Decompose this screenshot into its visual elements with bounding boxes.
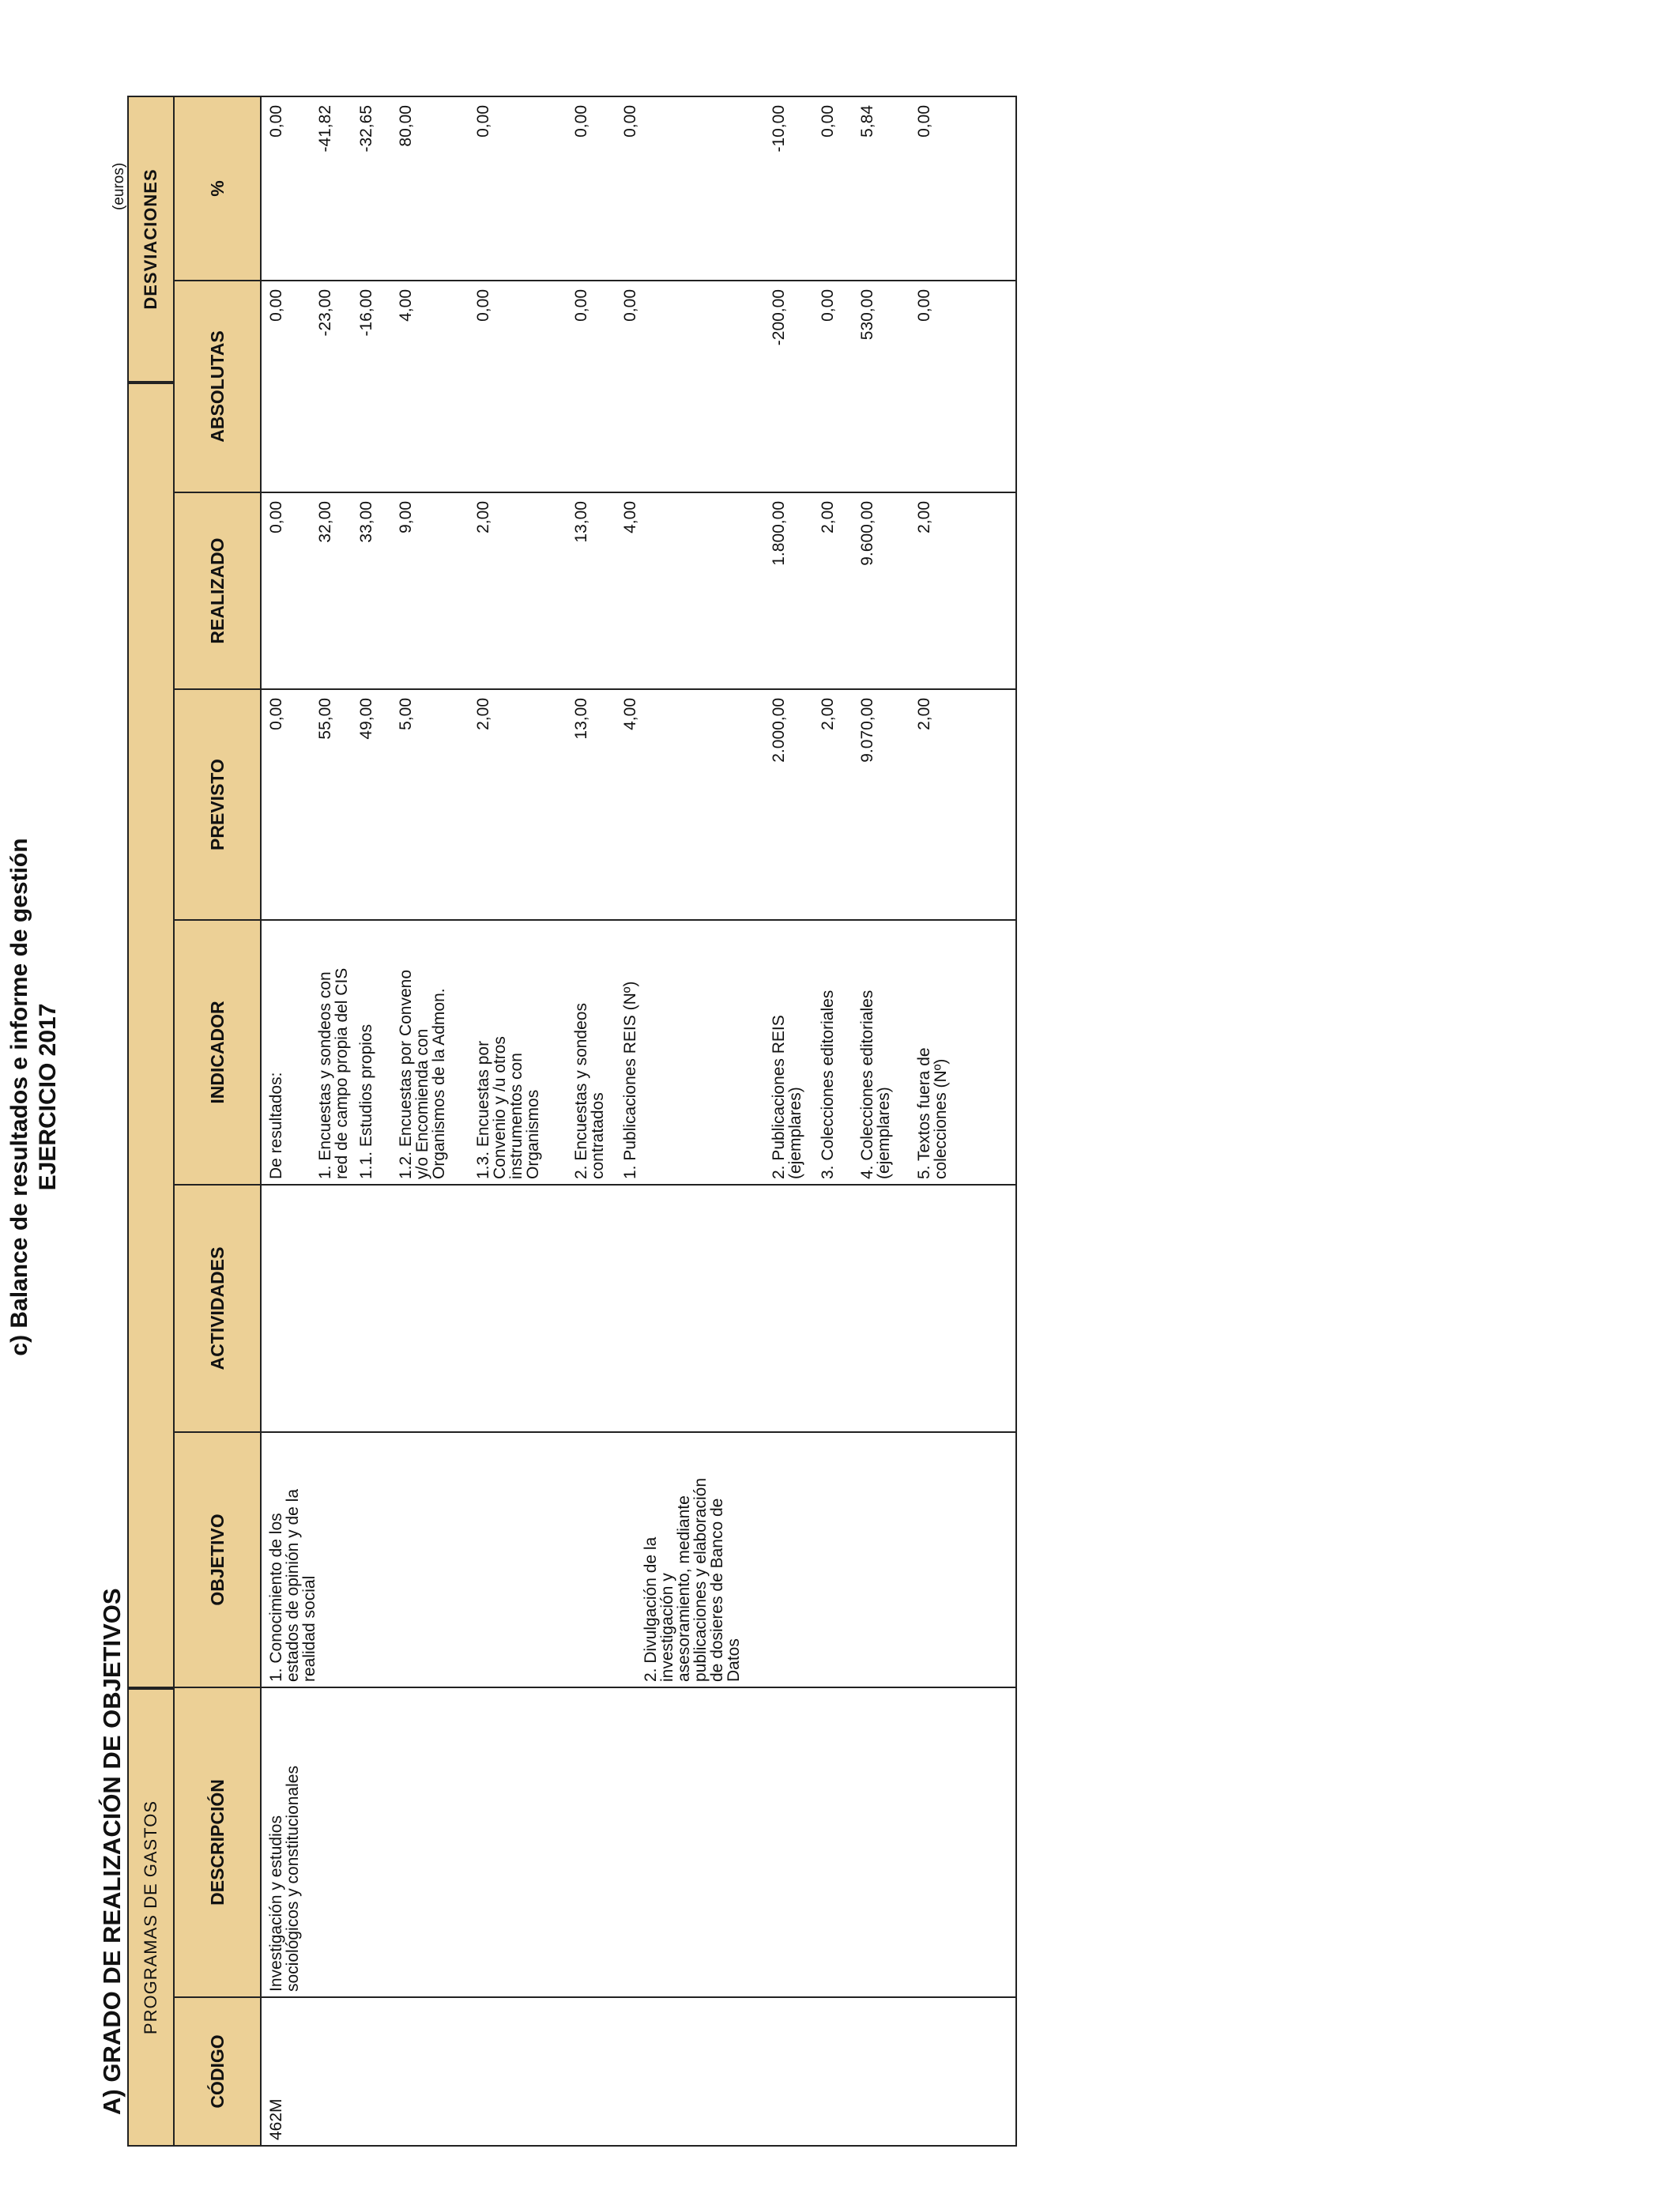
row-9-previsto: 2,00	[819, 698, 837, 730]
row-2-realizado: 32,00	[316, 501, 334, 543]
row-1-realizado: 0,00	[267, 501, 285, 533]
row-4-realizado: 9,00	[397, 501, 415, 533]
header-spacer	[127, 383, 175, 1688]
row-2-absolutas: -23,00	[316, 289, 334, 337]
row-7-porcentaje: 0,00	[621, 105, 639, 138]
row-4-absolutas: 4,00	[397, 289, 415, 322]
row-7-realizado: 4,00	[621, 501, 639, 533]
row-1-indicator: De resultados:	[267, 1072, 285, 1179]
row-11-absolutas: 0,00	[915, 289, 933, 322]
row-9-absolutas: 0,00	[819, 289, 837, 322]
row-11-realizado: 2,00	[915, 501, 933, 533]
header-realizado: REALIZADO	[173, 492, 262, 690]
row-3-porcentaje: -32,65	[357, 105, 375, 153]
row-7-absolutas: 0,00	[621, 289, 639, 322]
column-codigo	[260, 1996, 1017, 2147]
row-1-previsto: 0,00	[267, 698, 285, 730]
row-1-porcentaje: 0,00	[267, 105, 285, 138]
row-2-indicator: 1. Encuestas y sondeos con red de campo propia del CIS	[316, 967, 351, 1179]
row-3-realizado: 33,00	[357, 501, 375, 543]
row-5-indicator: 1.3. Encuestas por Convenio y /u otros instrumentos con Organismos	[474, 1036, 542, 1179]
header-desviaciones: DESVIACIONES	[127, 96, 175, 383]
row-6-previsto: 13,00	[572, 698, 590, 740]
row-9-realizado: 2,00	[819, 501, 837, 533]
row-10-absolutas: 530,00	[858, 289, 876, 341]
row-11-porcentaje: 0,00	[915, 105, 933, 138]
row-6-porcentaje: 0,00	[572, 105, 590, 138]
row-2-porcentaje: -41,82	[316, 105, 334, 153]
row-6-indicator: 2. Encuestas y sondeos contratados	[572, 1003, 607, 1179]
section-title: A) GRADO DE REALIZACIÓN DE OBJETIVOS	[98, 1588, 126, 2115]
document-title: c) Balance de resultados e informe de gestión	[6, 838, 32, 1356]
row-5-previsto: 2,00	[474, 698, 492, 730]
column-objetivo	[260, 1431, 1017, 1688]
row-9-indicator: 3. Colecciones editoriales	[819, 990, 837, 1179]
units-note: (euros)	[111, 162, 127, 210]
row-11-previsto: 2,00	[915, 698, 933, 730]
row-3-previsto: 49,00	[357, 698, 375, 740]
row-5-porcentaje: 0,00	[474, 105, 492, 138]
row-9-porcentaje: 0,00	[819, 105, 837, 138]
row-3-indicator: 1.1. Estudios propios	[357, 1023, 375, 1179]
row-10-previsto: 9.070,00	[858, 698, 876, 763]
header-descripcion: DESCRIPCIÓN	[173, 1687, 262, 1998]
row-4-previsto: 5,00	[397, 698, 415, 730]
header-actividades: ACTIVIDADES	[173, 1184, 262, 1433]
row-10-realizado: 9.600,00	[858, 501, 876, 566]
row-8-absolutas: -200,00	[770, 289, 788, 346]
row-11-indicator: 5. Textos fuera de colecciones (Nº)	[915, 1047, 950, 1179]
header-porcentaje: %	[173, 96, 262, 281]
row-4-porcentaje: 80,00	[397, 105, 415, 147]
row-8-realizado: 1.800,00	[770, 501, 788, 566]
header-absolutas: ABSOLUTAS	[173, 280, 262, 493]
objective-2: 2. Divulgación de la investigación y asesoramiento, mediante publicaciones y elaboración de dosieres de Banco de Datos	[642, 1478, 743, 1682]
row-10-porcentaje: 5,84	[858, 105, 876, 138]
objectives-table	[100, 96, 1017, 2147]
column-actividades	[260, 1184, 1017, 1433]
row-6-absolutas: 0,00	[572, 289, 590, 322]
row-7-previsto: 4,00	[621, 698, 639, 730]
header-programas-de-gastos: PROGRAMAS DE GASTOS	[127, 1688, 175, 2147]
row-8-porcentaje: -10,00	[770, 105, 788, 153]
row-5-realizado: 2,00	[474, 501, 492, 533]
program-description: Investigación y estudios sociológicos y constitucionales	[267, 1766, 302, 1992]
program-code: 462M	[267, 2098, 285, 2140]
document-subtitle: EJERCICIO 2017	[35, 1003, 61, 1191]
row-1-absolutas: 0,00	[267, 289, 285, 322]
row-2-previsto: 55,00	[316, 698, 334, 740]
header-indicador: INDICADOR	[173, 919, 262, 1186]
row-10-indicator: 4. Colecciones editoriales (ejemplares)	[858, 990, 893, 1179]
row-7-indicator: 1. Publicaciones REIS (Nº)	[621, 981, 639, 1179]
row-8-indicator: 2. Publicaciones REIS (ejemplares)	[770, 1015, 804, 1179]
objective-1: 1. Conocimiento de los estados de opinión y de la realidad social	[267, 1488, 318, 1682]
header-codigo: CÓDIGO	[173, 1996, 262, 2147]
header-objetivo: OBJETIVO	[173, 1431, 262, 1688]
row-4-indicator: 1.2. Encuestas por Conveno y/o Encomienda con Organismos de la Admon.	[397, 969, 448, 1179]
header-previsto: PREVISTO	[173, 688, 262, 921]
row-5-absolutas: 0,00	[474, 289, 492, 322]
row-3-absolutas: -16,00	[357, 289, 375, 337]
row-6-realizado: 13,00	[572, 501, 590, 543]
row-8-previsto: 2.000,00	[770, 698, 788, 763]
column-descripcion	[260, 1687, 1017, 1998]
